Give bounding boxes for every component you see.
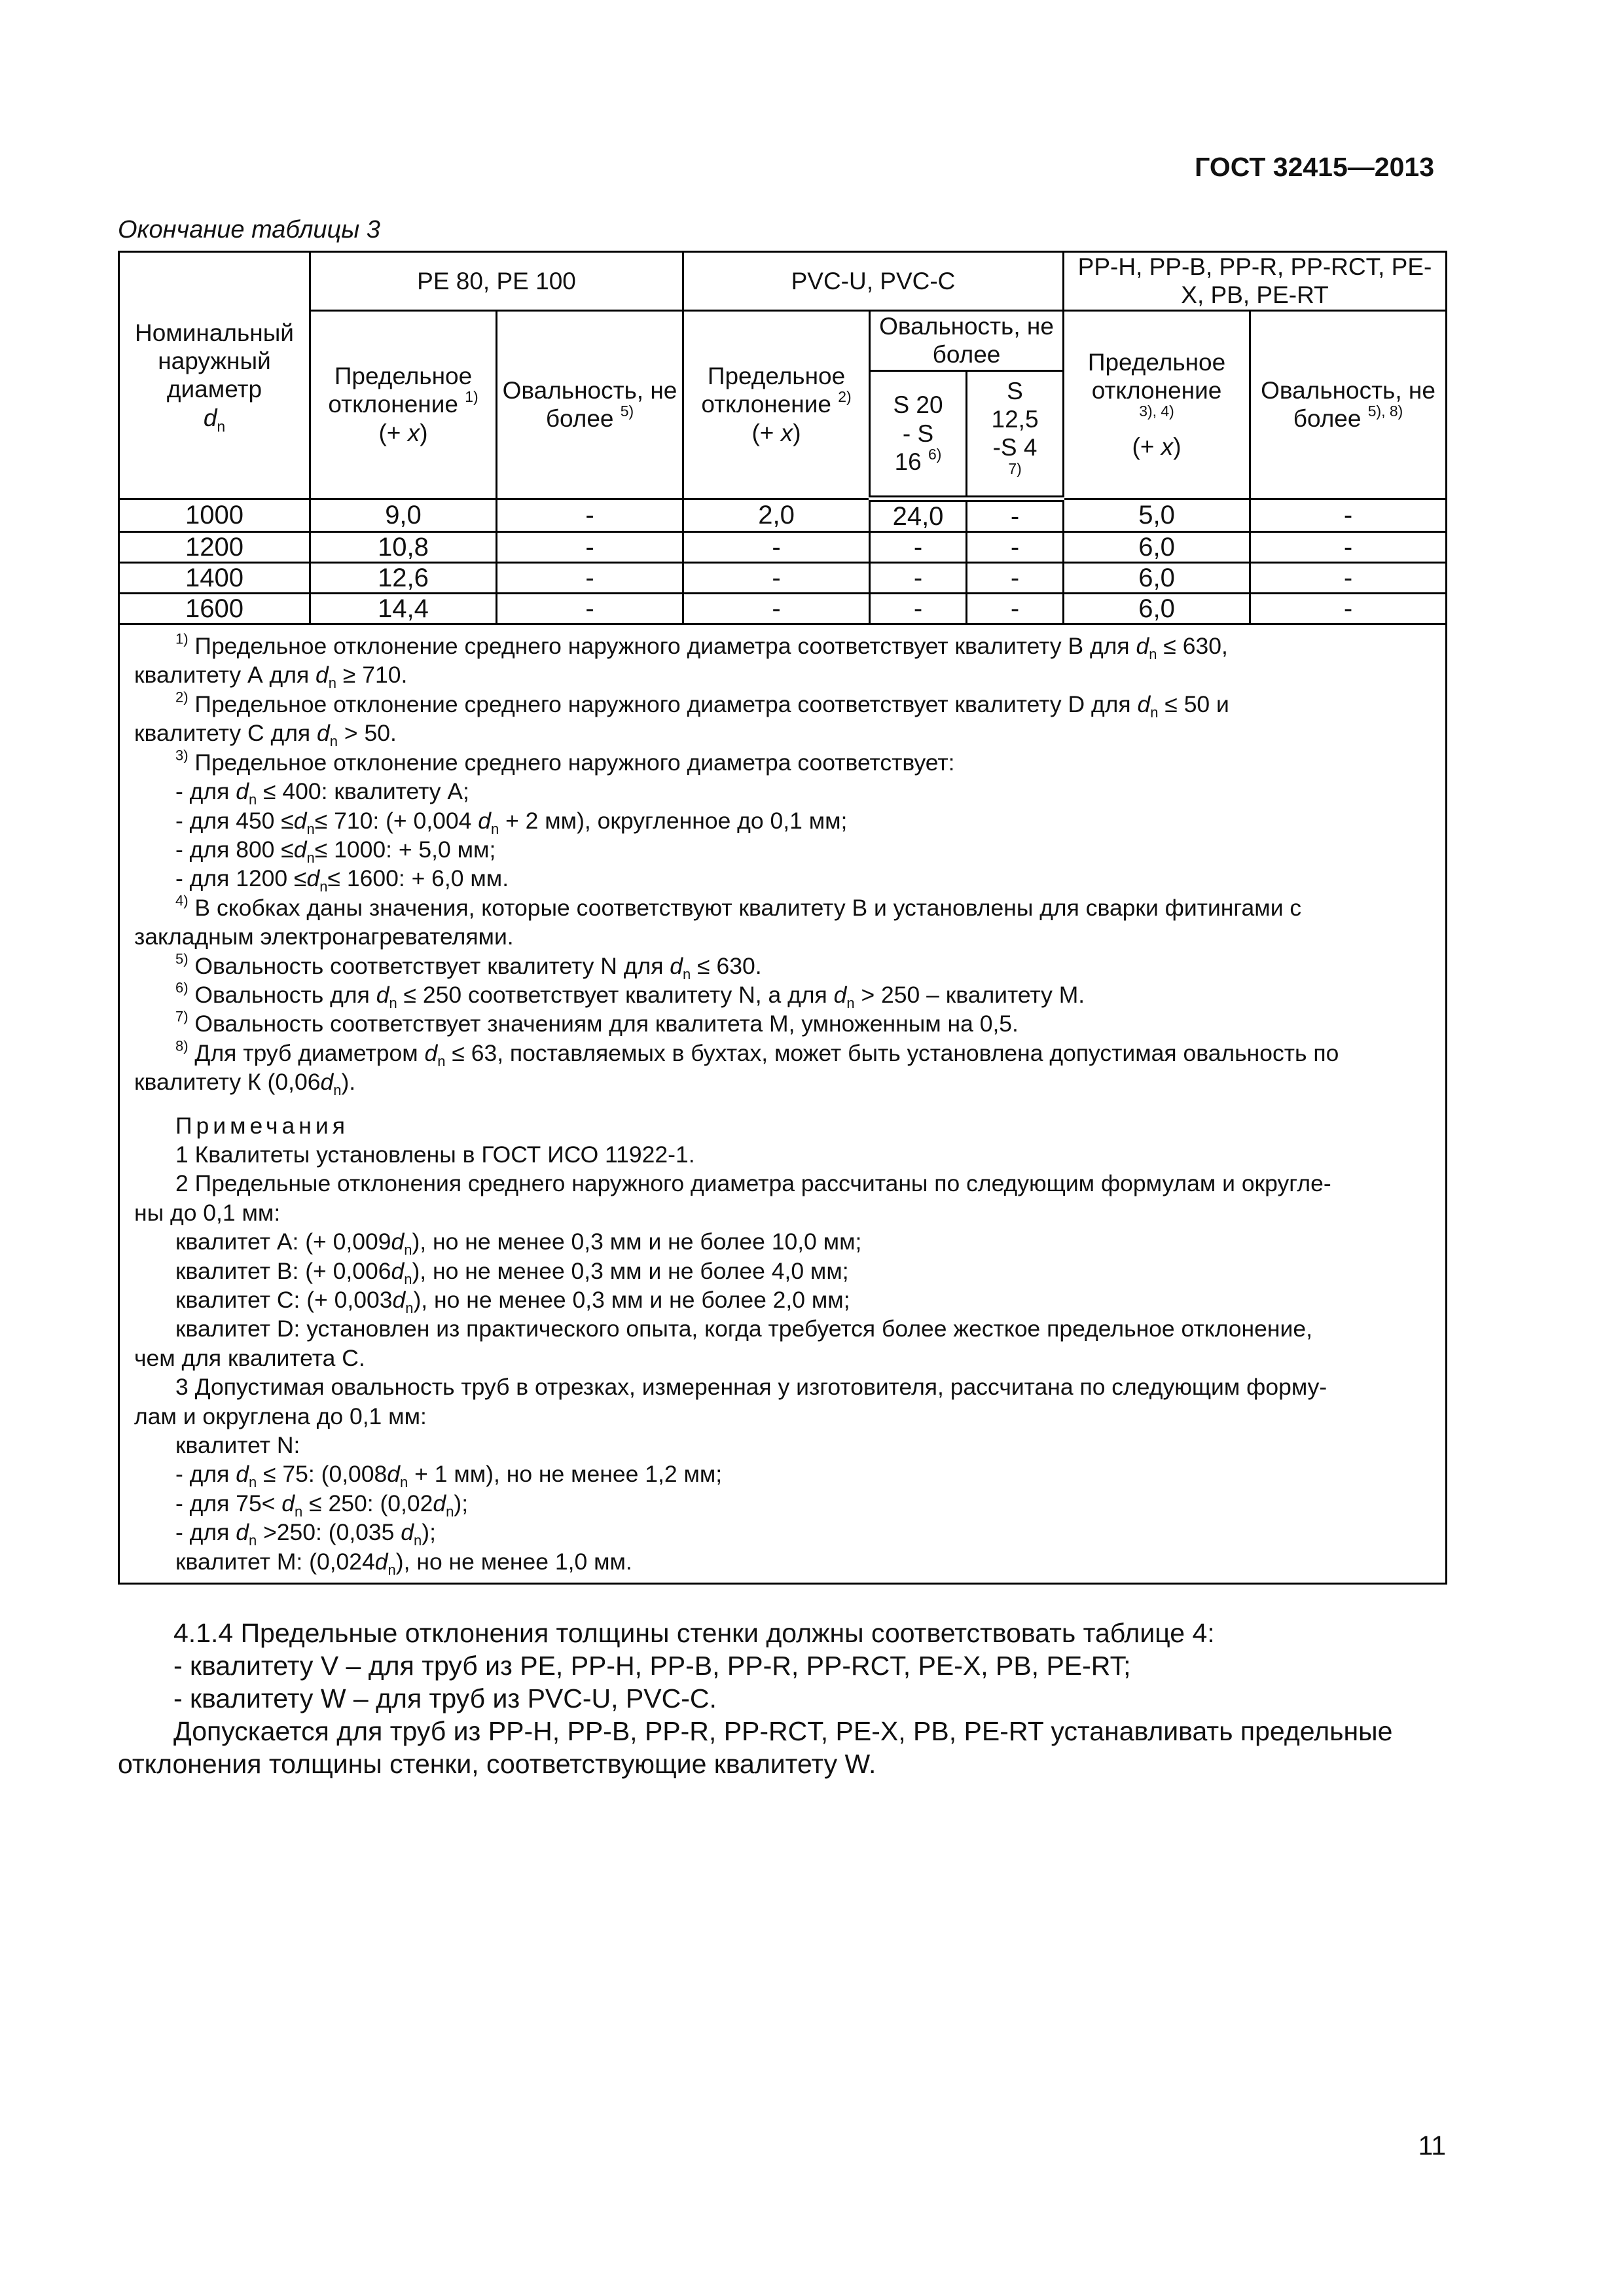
footnote-1: $^{1)}$ Предельное отклонение среднего наружного диаметра соответствует квалитету В для $d_n \le 630$, <box>175 630 1228 663</box>
footnote-1-cont: квалитету А для $d_n \ge 710$. <box>134 662 408 692</box>
cell-diameter: 1400 <box>119 563 310 594</box>
group-header-pe: PE 80, PE 100 <box>310 252 683 311</box>
footnote-6: $^{6)}$ Овальность для $d_n \le 250$ соответствует квалитету N, а для $d_n > 250$ – квалитету М. <box>175 979 1085 1012</box>
clause-4-1-4: 4.1.4 Предельные отклонения толщины стенки должны соответствовать таблице 4: <box>173 1618 1215 1648</box>
table-footnotes <box>119 624 1447 1584</box>
cell-value: - <box>683 594 870 624</box>
cell-value: 24,0 <box>870 499 967 532</box>
cell-diameter: 1200 <box>119 532 310 563</box>
footnote-3-item: - для $1200 \le d_n\le 1600$: + 6,0 мм. <box>175 865 509 895</box>
cell-value: 6,0 <box>1064 594 1250 624</box>
cell-diameter: 1000 <box>119 499 310 532</box>
cell-value: - <box>497 563 683 594</box>
cell-value: 5,0 <box>1064 499 1250 532</box>
body-text <box>118 1617 1460 1780</box>
cell-value: 12,6 <box>310 563 497 594</box>
note-2-cont: ны до 0,1 мм: <box>134 1199 281 1226</box>
cell-value: - <box>1250 532 1447 563</box>
tolerance-table <box>118 251 1447 1585</box>
table-row <box>119 499 1447 532</box>
cell-value: 6,0 <box>1064 563 1250 594</box>
cell-value: 14,4 <box>310 594 497 624</box>
pvc-deviation-header: Предельное отклонение $^{2)}$ (+ x) <box>683 310 870 499</box>
table-row <box>119 532 1447 563</box>
cell-value: - <box>1250 563 1447 594</box>
footnote-4-cont: закладным электронагревателями. <box>134 924 514 950</box>
note-3-item: квалитет М: $(0,024d_n)$, но не менее 1,0 мм. <box>175 1548 632 1578</box>
cell-value: 10,8 <box>310 532 497 563</box>
footnote-3: $^{3)}$ Предельное отклонение среднего наружного диаметра соответствует: <box>175 747 955 776</box>
page-number: 11 <box>1418 2130 1446 2161</box>
group-header-pp: PP-H, PP-B, PP-R, PP-RCT, PE-X, PB, PE-RT <box>1064 252 1447 311</box>
note-2-item: квалитет С: (+ $0,003d_n$), но не менее 0,3 мм и не более 2,0 мм; <box>175 1287 850 1317</box>
table-row <box>119 563 1447 594</box>
table-subheader-row <box>119 310 1447 370</box>
pp-ovality-header: Овальность, не более $^{5), 8)}$ <box>1250 310 1447 499</box>
note-2: 2 Предельные отклонения среднего наружного диаметра рассчитаны по следующим формулам и округле- <box>175 1170 1331 1197</box>
footnote-2-cont: квалитету С для $d_n > 50$. <box>134 720 397 750</box>
table-notes-row <box>119 624 1447 1584</box>
footnote-3-item: - для $800 \le d_n\le 1000$: + 5,0 мм; <box>175 836 496 866</box>
table-row <box>119 594 1447 624</box>
note-1: 1 Квалитеты установлены в ГОСТ ИСО 11922-1. <box>175 1141 695 1168</box>
cell-diameter: 1600 <box>119 594 310 624</box>
notes-title: Примечания <box>175 1112 349 1139</box>
pvc-ovality-header: Овальность, не более <box>870 310 1064 370</box>
footnote-8-cont: квалитету К $(0,06d_n)$. <box>134 1069 356 1099</box>
footnote-3-item: - для $d_n \le 400$: квалитету А; <box>175 778 469 808</box>
cell-value: - <box>497 532 683 563</box>
cell-value: - <box>1250 499 1447 532</box>
clause-item: - квалитету V – для труб из PE, PP-H, PP-B, PP-R, PP-RCT, PE-X, PB, PE-RT; <box>173 1651 1131 1681</box>
cell-value: - <box>497 499 683 532</box>
footnote-8: $^{8)}$ Для труб диаметром $d_n \le 63$, поставляемых в бухтах, может быть установлена допустимая овальность по <box>175 1037 1339 1069</box>
pe-ovality-header: Овальность, не более $^{5)}$ <box>497 310 683 499</box>
cell-value: - <box>967 563 1064 594</box>
cell-value: - <box>870 563 967 594</box>
cell-value: - <box>967 532 1064 563</box>
cell-value: - <box>870 532 967 563</box>
cell-value: - <box>497 594 683 624</box>
note-3-item: - для $d_n >250$: (0,035 $d_n$); <box>175 1519 436 1549</box>
note-2-item: квалитет D: установлен из практического опыта, когда требуется более жесткое предельное отклонение, <box>175 1316 1312 1342</box>
footnote-3-item: - для $450 \le d_n\le 710$: (+ 0,004 $d_n + 2$ мм), округленное до 0,1 мм; <box>175 807 848 837</box>
group-header-pvc: PVC-U, PVC-C <box>683 252 1064 311</box>
document-code: ГОСТ 32415—2013 <box>1195 152 1434 182</box>
footnote-7: $^{7)}$ Овальность соответствует значениям для квалитета М, умноженным на 0,5. <box>175 1008 1019 1037</box>
table-caption: Окончание таблицы 3 <box>118 216 380 243</box>
clause-paragraph: Допускается для труб из PP-H, PP-B, PP-R, PP-RCT, PE-X, PB, PE-RT устанавливать предельные <box>173 1716 1393 1746</box>
clause-paragraph-cont: отклонения толщины стенки, соответствующие квалитету W. <box>118 1749 876 1779</box>
cell-value: - <box>1250 594 1447 624</box>
clause-item: - квалитету W – для труб из PVC-U, PVC-C. <box>173 1683 717 1713</box>
note-3-item: квалитет N: <box>175 1432 300 1459</box>
table-header-row <box>119 252 1447 311</box>
pp-deviation-header: Предельное отклонение $^{3), 4)}$ (+ x) <box>1064 310 1250 499</box>
note-3-cont: лам и округлена до 0,1 мм: <box>134 1403 427 1429</box>
cell-value: - <box>870 594 967 624</box>
footnote-5: $^{5)}$ Овальность соответствует квалитету N для $d_n \le 630$. <box>175 950 762 982</box>
cell-value: 2,0 <box>683 499 870 532</box>
cell-value: - <box>683 563 870 594</box>
s20-s16-header: S 20 - S 16 $^{6)}$ <box>870 370 967 499</box>
cell-value: 6,0 <box>1064 532 1250 563</box>
pe-deviation-header: Предельное отклонение $^{1)}$ (+ x) <box>310 310 497 499</box>
cell-value: - <box>683 532 870 563</box>
nominal-diameter-header: Номинальный наружный диаметр $d_n$ <box>119 252 310 499</box>
footnote-2: $^{2)}$ Предельное отклонение среднего наружного диаметра соответствует квалитету D для $d_n \le 50$ и <box>175 689 1229 721</box>
note-2-item: квалитет А: (+ $0,009d_n$), но не менее 0,3 мм и не более 10,0 мм; <box>175 1229 862 1259</box>
cell-value: - <box>967 499 1064 532</box>
note-2-item: квалитет В: (+ $0,006d_n$), но не менее 0,3 мм и не более 4,0 мм; <box>175 1257 849 1287</box>
note-3-item: - для $d_n \le 75$: ($0,008d_n + 1$ мм), но не менее 1,2 мм; <box>175 1461 723 1491</box>
note-2-item-cont: чем для квалитета С. <box>134 1344 365 1371</box>
note-3-item: - для $75< d_n \le 250$: $(0,02d_n)$; <box>175 1490 469 1520</box>
note-3: 3 Допустимая овальность труб в отрезках, измеренная у изготовителя, рассчитана по следующим форму- <box>175 1374 1327 1401</box>
footnote-4: $^{4)}$ В скобках даны значения, которые соответствуют квалитету В и установлены для сварки фитингами с <box>175 892 1302 921</box>
cell-value: 9,0 <box>310 499 497 532</box>
s12-s4-header: S 12,5 -S 4 $^{7)}$ <box>967 370 1064 499</box>
cell-value: - <box>967 594 1064 624</box>
